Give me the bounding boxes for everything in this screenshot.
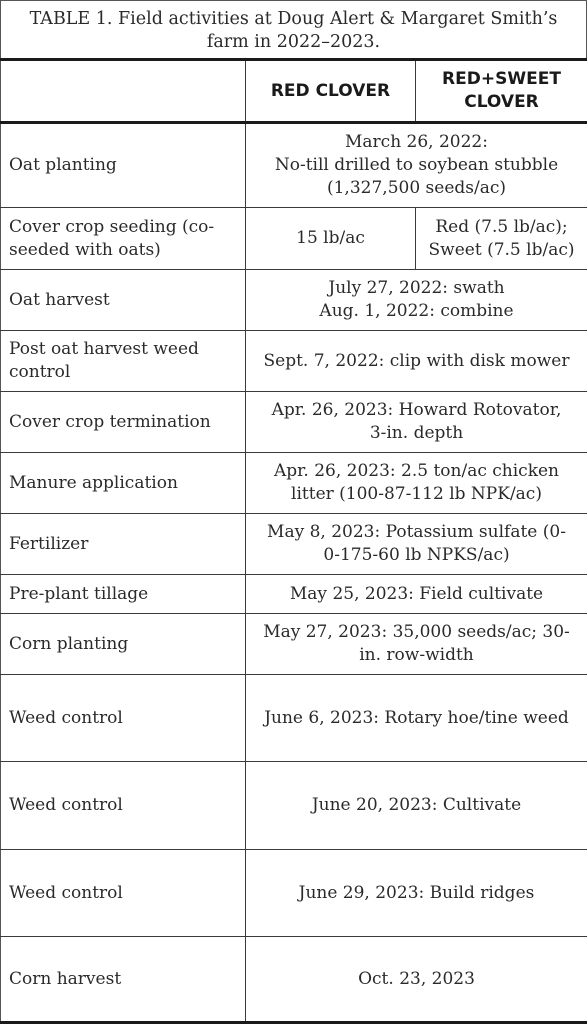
field-activities-table xyxy=(0,58,587,1024)
shared-value-line: Aug. 1, 2022: combine xyxy=(319,301,514,321)
table-body xyxy=(1,123,587,1023)
table-row xyxy=(1,575,587,614)
table-row xyxy=(1,614,587,675)
activity-cell xyxy=(1,270,246,331)
shared-value-line: June 29, 2023: Build ridges xyxy=(298,882,535,903)
header-activity xyxy=(1,60,246,123)
shared-value-cell xyxy=(246,675,587,762)
table-row xyxy=(1,762,587,850)
activity-line: Weed control xyxy=(9,707,123,728)
shared-value-cell xyxy=(246,762,587,850)
shared-value-cell xyxy=(246,514,587,575)
activity-cell xyxy=(1,208,246,270)
activity-line: Corn harvest xyxy=(9,968,122,989)
shared-value-line: May 8, 2023: Potassium sulfate (0- xyxy=(267,522,566,542)
activity-line: Oat harvest xyxy=(9,289,110,310)
table-row xyxy=(1,123,587,208)
header-red-sweet-clover xyxy=(416,60,587,123)
shared-value-cell xyxy=(246,123,587,208)
table-row xyxy=(1,453,587,514)
shared-value-cell xyxy=(246,614,587,675)
shared-value-line: No-till drilled to soybean stubble xyxy=(274,155,559,175)
shared-value-line: Apr. 26, 2023: Howard Rotovator, xyxy=(271,400,562,420)
activity-cell xyxy=(1,575,246,614)
table-caption xyxy=(0,0,587,58)
table-row xyxy=(1,270,587,331)
activity-line: Pre-plant tillage xyxy=(9,583,149,604)
activity-line: Manure application xyxy=(9,472,178,493)
header-red-sweet-line-2: CLOVER xyxy=(464,92,539,112)
shared-value-cell xyxy=(246,575,587,614)
shared-value-line: (1,327,500 seeds/ac) xyxy=(326,178,507,198)
activity-line: Cover crop seeding (co- xyxy=(9,216,215,237)
activity-cell xyxy=(1,675,246,762)
header-red-clover xyxy=(246,60,416,123)
activity-cell xyxy=(1,762,246,850)
activity-cell xyxy=(1,331,246,392)
table-row xyxy=(1,850,587,937)
activity-cell xyxy=(1,453,246,514)
red-clover-cell xyxy=(246,208,416,270)
shared-value-line: May 27, 2023: 35,000 seeds/ac; 30- xyxy=(263,622,570,642)
header-red-clover-label: RED CLOVER xyxy=(270,80,391,101)
activity-line: Corn planting xyxy=(9,633,129,654)
caption-line-1: TABLE 1. Field activities at Doug Alert & Margaret Smith’s xyxy=(29,9,558,29)
shared-value-line: 0-175-60 lb NPKS/ac) xyxy=(323,545,510,565)
activity-line: Post oat harvest weed xyxy=(9,339,199,359)
activity-cell xyxy=(1,123,246,208)
activity-line: Oat planting xyxy=(9,155,117,175)
shared-value-line: May 25, 2023: Field cultivate xyxy=(289,583,544,604)
activity-cell xyxy=(1,514,246,575)
header-red-sweet-line-1: RED+SWEET xyxy=(442,69,561,89)
shared-value-line: Sept. 7, 2022: clip with disk mower xyxy=(263,350,570,371)
shared-value-line: 3-in. depth xyxy=(369,423,464,443)
shared-value-cell xyxy=(246,937,587,1023)
table-row xyxy=(1,208,587,270)
shared-value-line: July 27, 2022: swath xyxy=(328,278,505,298)
red-clover-value-line: 15 lb/ac xyxy=(296,228,365,248)
table-row xyxy=(1,331,587,392)
shared-value-cell xyxy=(246,453,587,514)
activity-line: seeded with oats) xyxy=(9,239,161,260)
red-sweet-clover-cell xyxy=(416,208,587,270)
shared-value-cell xyxy=(246,392,587,453)
table-row xyxy=(1,937,587,1023)
shared-value-line: Apr. 26, 2023: 2.5 ton/ac chicken xyxy=(273,461,560,481)
shared-value-cell xyxy=(246,270,587,331)
header-row xyxy=(1,60,587,123)
shared-value-line: litter (100-87-112 lb NPK/ac) xyxy=(291,484,542,504)
activity-line: Fertilizer xyxy=(9,533,89,554)
activity-cell xyxy=(1,614,246,675)
red-sweet-value-line: Sweet (7.5 lb/ac) xyxy=(428,239,575,260)
activity-line: Cover crop termination xyxy=(9,411,211,432)
shared-value-cell xyxy=(246,850,587,937)
table-row xyxy=(1,675,587,762)
activity-cell xyxy=(1,937,246,1023)
shared-value-line: June 6, 2023: Rotary hoe/tine weed xyxy=(264,707,569,728)
table-row xyxy=(1,514,587,575)
red-sweet-value-line: Red (7.5 lb/ac); xyxy=(435,216,568,237)
activity-line: control xyxy=(9,362,71,382)
shared-value-line: in. row-width xyxy=(359,645,474,665)
caption-line-2: farm in 2022–2023. xyxy=(206,32,381,52)
activity-cell xyxy=(1,392,246,453)
shared-value-line: Oct. 23, 2023 xyxy=(358,968,475,989)
activity-line: Weed control xyxy=(9,882,123,903)
activity-cell xyxy=(1,850,246,937)
shared-value-line: June 20, 2023: Cultivate xyxy=(311,795,522,815)
shared-value-cell xyxy=(246,331,587,392)
shared-value-line: March 26, 2022: xyxy=(345,132,488,152)
table-row xyxy=(1,392,587,453)
activity-line: Weed control xyxy=(9,795,123,815)
